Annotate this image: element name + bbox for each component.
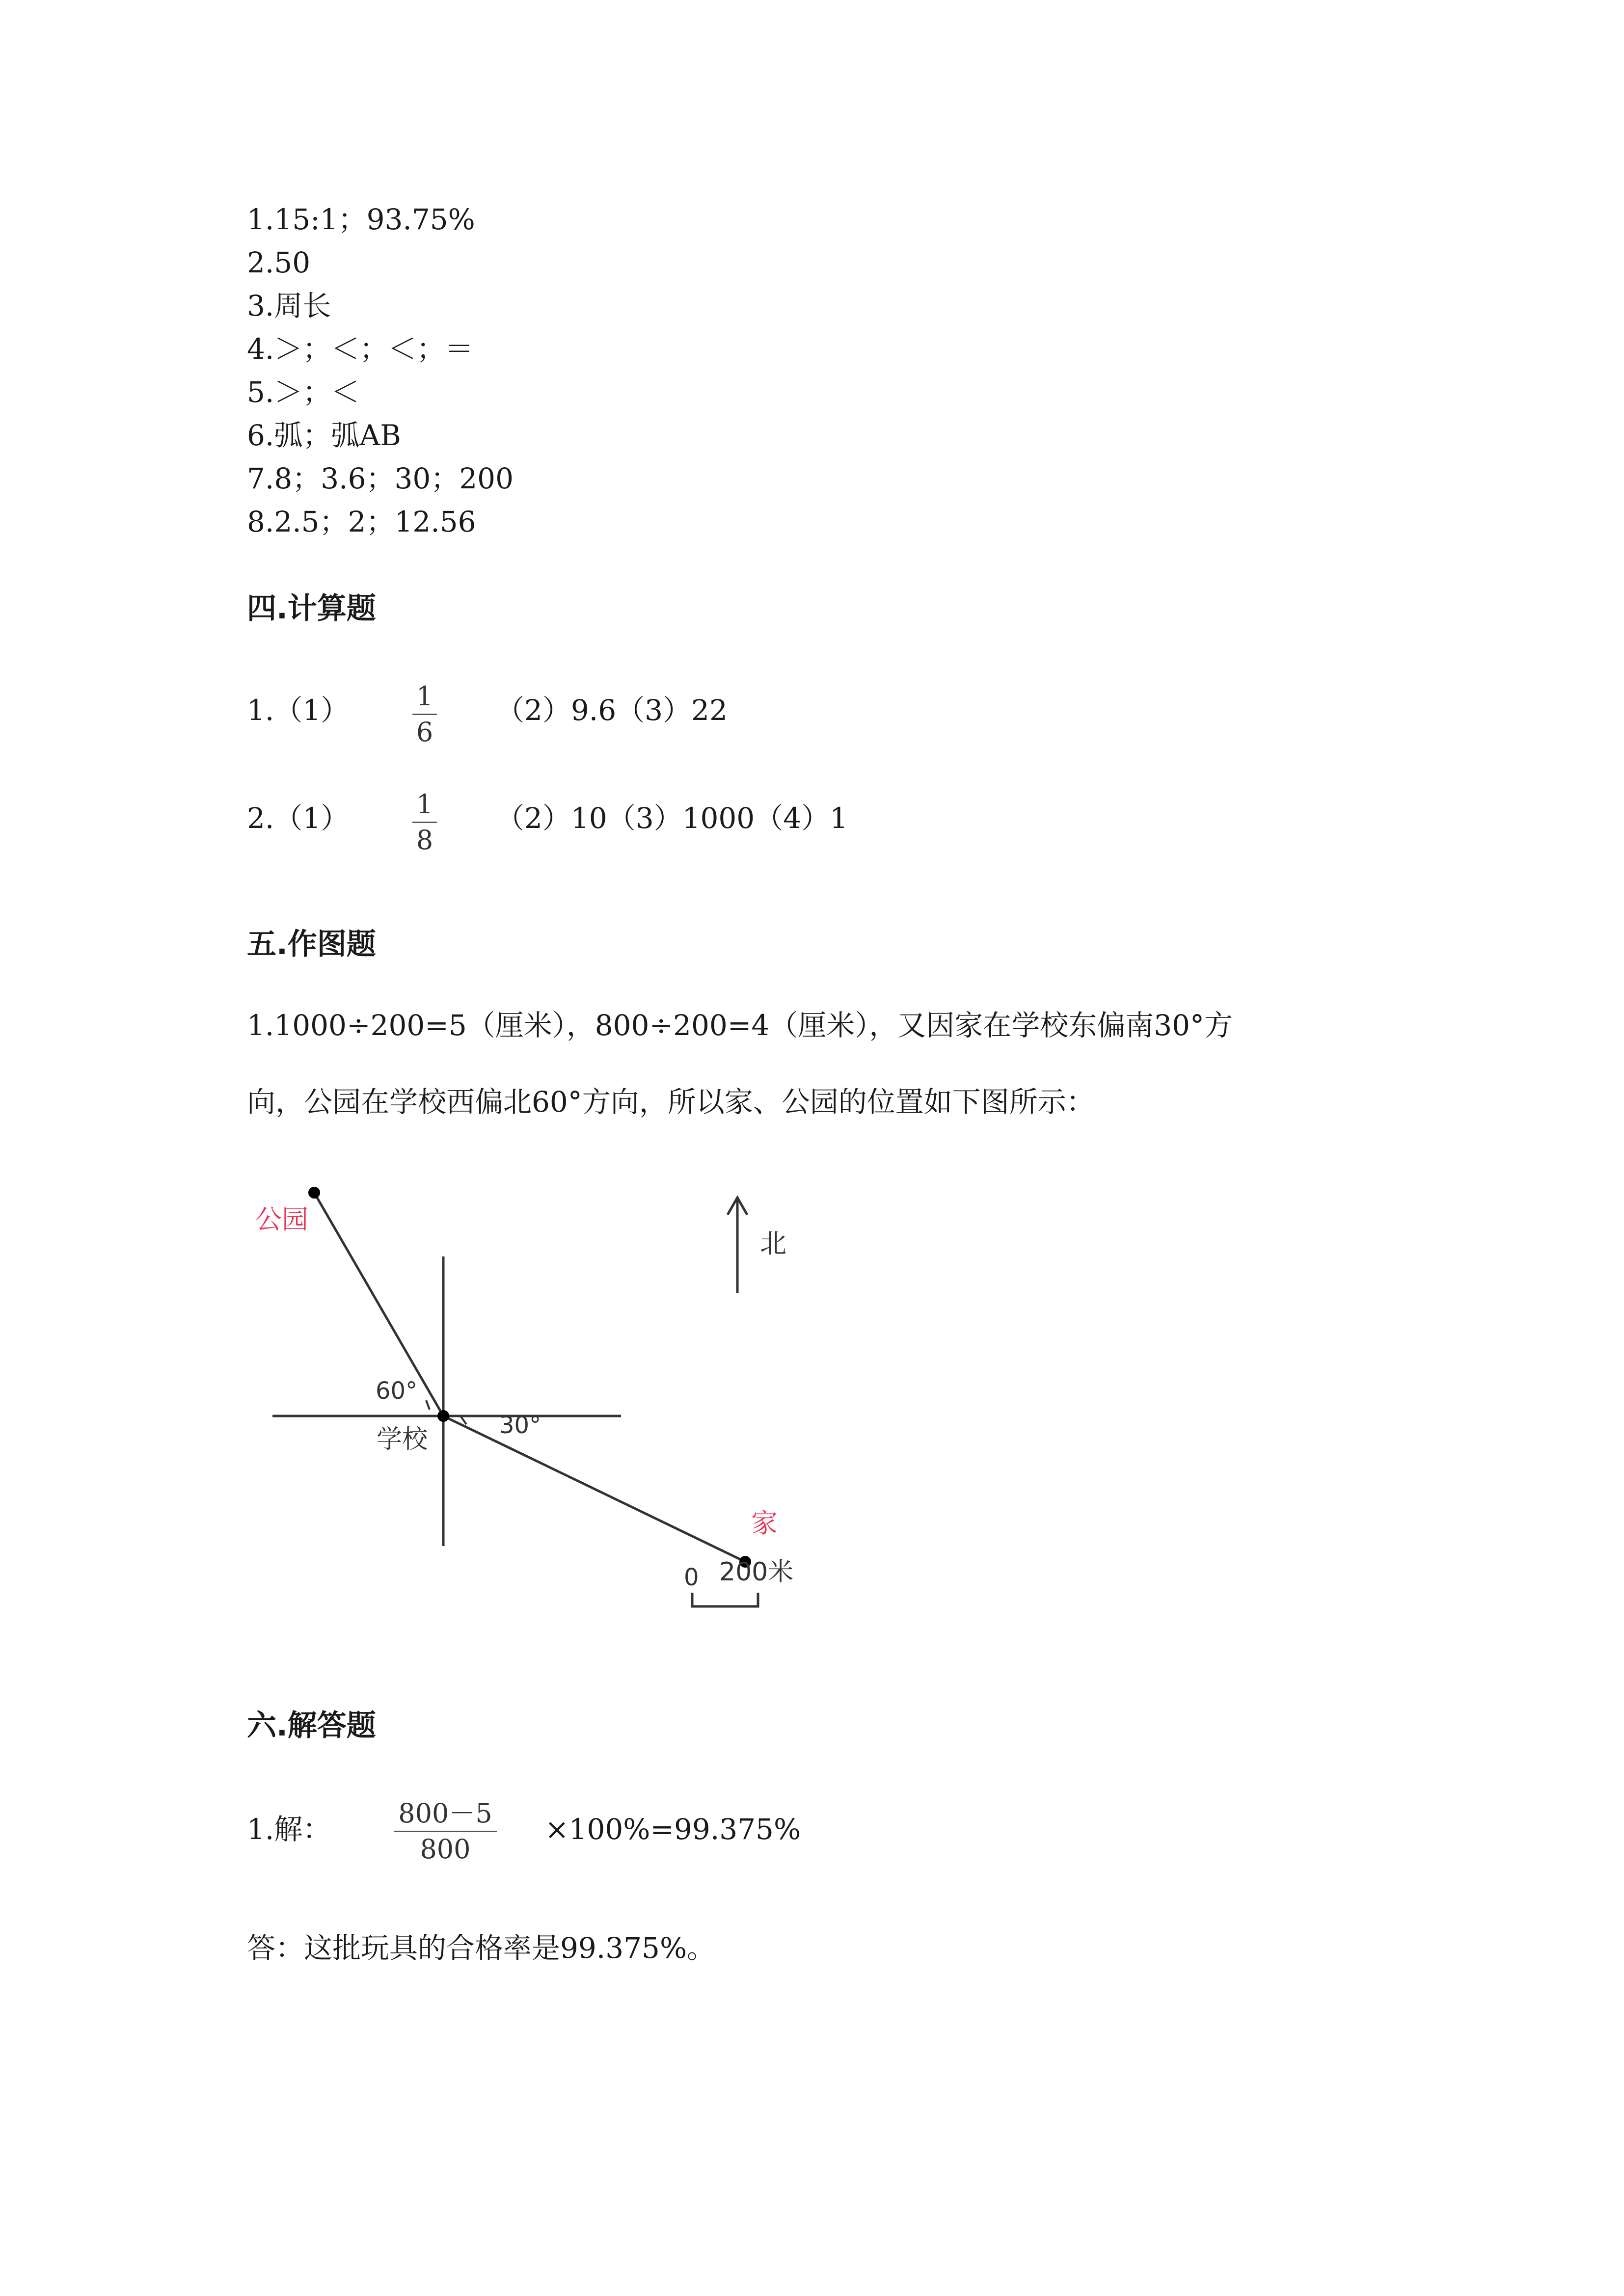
drawing-explanation-line-1: 1.1000÷200=5（厘米），800÷200=4（厘米），又因家在学校东偏南30°方 — [247, 1009, 1233, 1042]
park-point — [308, 1187, 320, 1199]
solution-q1-prefix: 1.解： — [247, 1813, 331, 1846]
solution-fraction — [394, 1800, 497, 1863]
solution-answer: 答：这批玩具的合格率是99.375%。 — [247, 1931, 716, 1965]
angle-30-mark — [460, 1416, 466, 1424]
school-point — [437, 1410, 449, 1422]
solution-q1-rest: ×100%=99.375% — [545, 1813, 801, 1846]
calc-q1-fraction — [412, 683, 437, 746]
fraction-bar — [412, 714, 437, 715]
section-heading-solution: 六.解答题 — [247, 1709, 376, 1743]
park-label: 公园 — [255, 1204, 308, 1235]
calc-q2-rest: （2）10（3）1000（4）1 — [496, 801, 848, 835]
answer-line-2: 2.50 — [247, 246, 311, 279]
answer-line-1: 1.15:1；93.75% — [247, 203, 475, 236]
fraction-bar — [412, 822, 437, 823]
answer-line-7: 7.8；3.6；30；200 — [247, 462, 514, 495]
fraction-bar — [394, 1831, 497, 1832]
calc-q2-fraction — [412, 791, 437, 854]
answer-line-4: 4.＞；＜；＜；＝ — [247, 332, 474, 366]
answer-line-5: 5.＞；＜ — [247, 375, 360, 409]
angle-30-label: 30° — [499, 1412, 541, 1439]
fraction-numerator: 1 — [416, 789, 433, 820]
answer-line-8: 8.2.5；2；12.56 — [247, 505, 476, 538]
fraction-denominator: 800 — [420, 1834, 471, 1865]
calc-q1-prefix: 1.（1） — [247, 694, 350, 727]
scale-distance-label: 200米 — [719, 1557, 794, 1587]
home-label: 家 — [751, 1508, 778, 1539]
fraction-numerator: 800－5 — [398, 1798, 492, 1829]
scale-bar — [692, 1593, 758, 1606]
angle-60-label: 60° — [376, 1377, 418, 1405]
scale-zero-label: 0 — [684, 1564, 699, 1591]
calc-q2-prefix: 2.（1） — [247, 801, 350, 835]
fraction-denominator: 6 — [416, 717, 433, 748]
school-label: 学校 — [377, 1425, 428, 1454]
angle-60-mark — [426, 1400, 430, 1410]
drawing-explanation-line-2: 向，公园在学校西偏北60°方向，所以家、公园的位置如下图所示： — [247, 1085, 1095, 1119]
answer-line-3: 3.周长 — [247, 289, 331, 322]
answer-line-6: 6.弧；弧AB — [247, 419, 401, 452]
section-heading-drawing: 五.作图题 — [247, 927, 376, 961]
section-heading-calculation: 四.计算题 — [247, 591, 376, 626]
calc-q1-rest: （2）9.6（3）22 — [496, 694, 728, 727]
fraction-numerator: 1 — [416, 681, 433, 712]
line-to-home — [443, 1416, 745, 1562]
north-label: 北 — [760, 1228, 786, 1259]
position-diagram — [255, 1168, 844, 1634]
fraction-denominator: 8 — [416, 825, 433, 855]
